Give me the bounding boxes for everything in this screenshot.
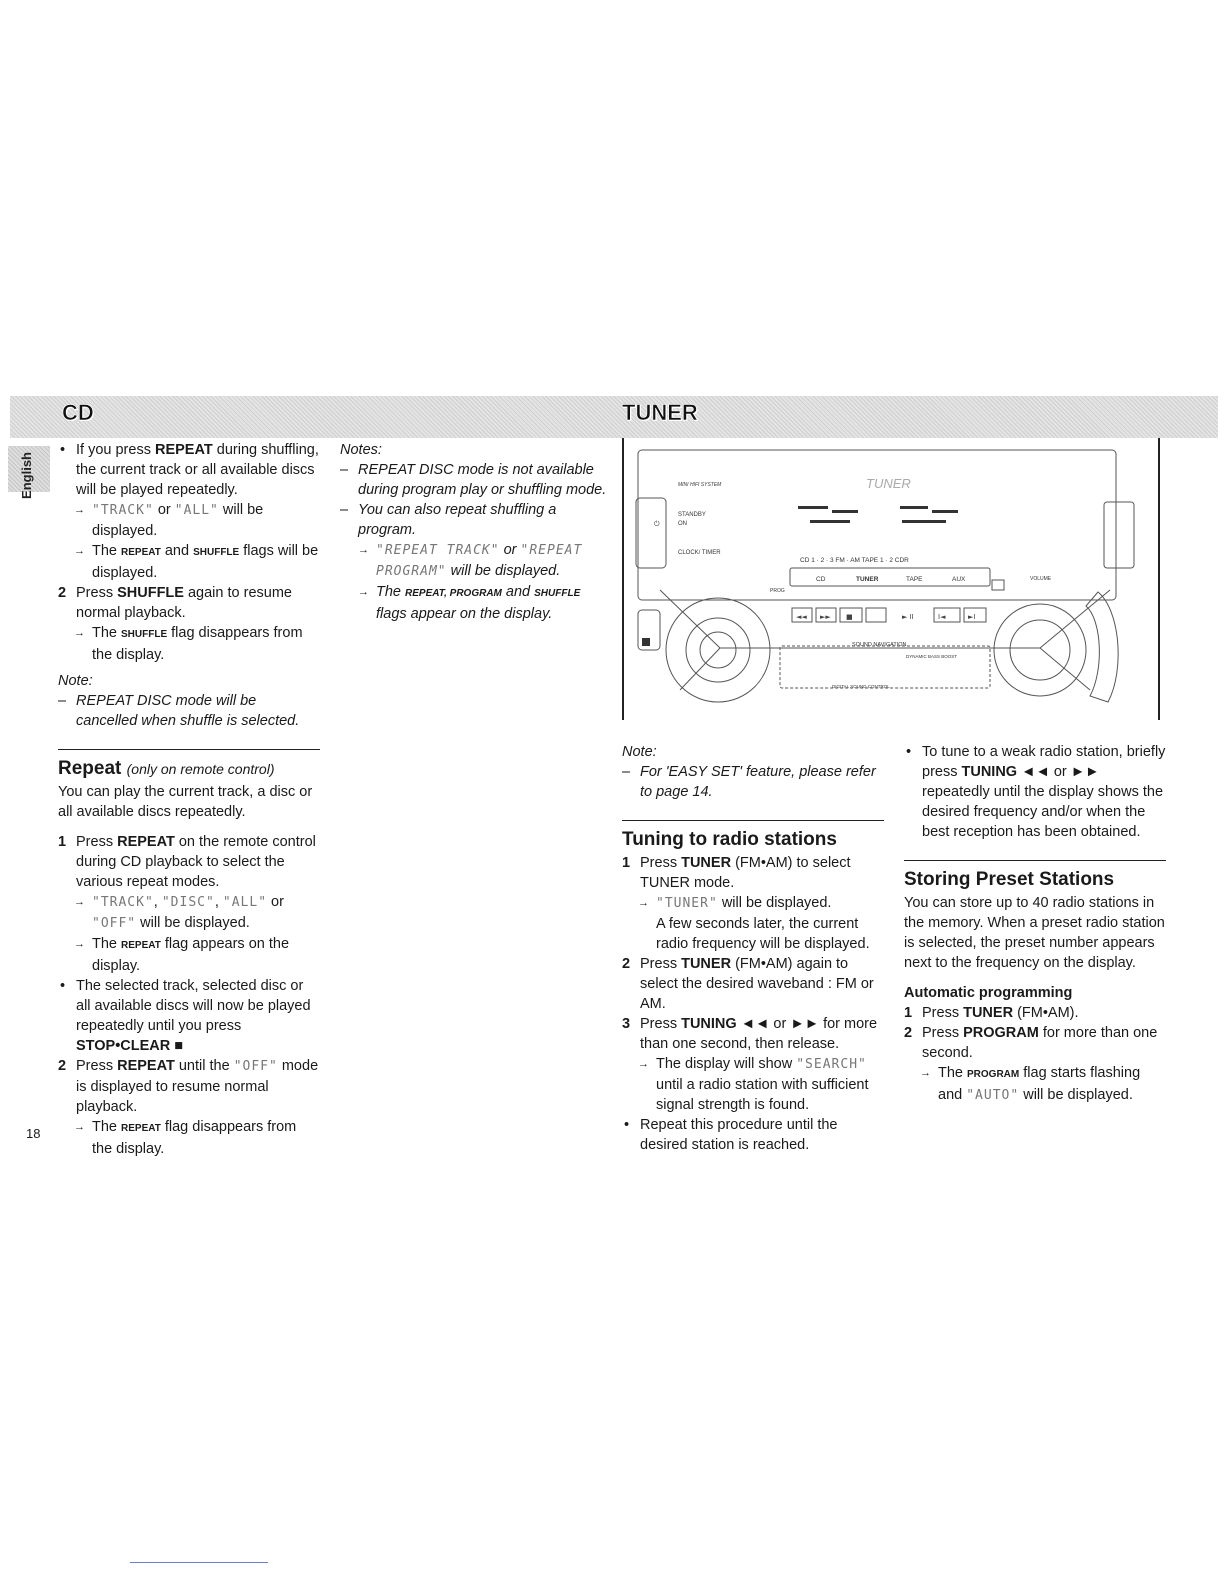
cd-section-title: CD — [62, 400, 94, 425]
repeat-procedure-bullet: • Repeat this procedure until the desired station is reached. — [622, 1115, 884, 1155]
step-3: 3 Press TUNING ◄◄ or ►► for more than one second, then release. — [622, 1016, 878, 1052]
result-detail: A few seconds later, the current radio frequency will be displayed. — [656, 916, 870, 952]
storing-presets-intro: You can store up to 40 radio stations in the memory. When a preset radio station is selected, the preset number appears next to the frequency on the display. — [904, 895, 1165, 971]
aux-source-button: AUX — [952, 576, 966, 583]
language-tab — [8, 446, 50, 499]
clock-timer-label: CLOCK/ TIMER — [678, 550, 721, 556]
next-icon: ►I — [968, 613, 976, 621]
notes-label: Notes: — [340, 442, 382, 458]
digital-sound-label: DIGITAL SOUND CONTROL — [832, 684, 890, 689]
section-header-band — [10, 396, 1218, 438]
language-label: English — [19, 452, 34, 499]
result-arrow: → The REPEAT and SHUFFLE flags will be displayed. — [58, 541, 320, 583]
repeat-bullet: • The selected track, selected disc or all available discs will now be played repeatedly until you press STOP•CLEAR ■ — [58, 976, 320, 1056]
result-arrow: → The REPEAT, PROGRAM and SHUFFLE flags appear on the display. — [340, 582, 608, 624]
source-row-label: CD 1 · 2 · 3 FM · AM TAPE 1 · 2 CDR — [800, 557, 909, 564]
dynamic-bass-label: DYNAMIC BASS BOOST — [906, 654, 958, 659]
result-arrow: → The REPEAT flag disappears from the display. — [58, 1117, 320, 1159]
tape-source-button: TAPE — [906, 576, 923, 583]
storing-presets-heading: Storing Preset Stations — [904, 869, 1115, 890]
step-1: 1 Press REPEAT on the remote control during CD playback to select the various repeat modes. — [58, 834, 316, 890]
step-2: 2 Press SHUFFLE again to resume normal playback. — [58, 585, 292, 621]
divider — [904, 860, 1166, 861]
divider — [622, 820, 884, 821]
tuning-heading: Tuning to radio stations — [622, 829, 837, 850]
note-label: Note: — [622, 744, 657, 760]
note-text: – REPEAT DISC mode will be cancelled when shuffle is selected. — [58, 691, 320, 731]
stop-icon: ■ — [846, 613, 853, 621]
brand-label: MINI HIFI SYSTEM — [678, 482, 722, 488]
result-arrow: → "TUNER" will be displayed. — [622, 893, 884, 914]
result-arrow: → The REPEAT flag appears on the display. — [58, 934, 320, 976]
cd-column-2 — [340, 440, 608, 624]
note-text: – For 'EASY SET' feature, please refer to page 14. — [622, 762, 884, 802]
forward-icon: ►► — [820, 613, 831, 621]
volume-label: VOLUME — [1030, 576, 1052, 582]
play-pause-icon: ► II — [902, 613, 914, 621]
tuner-column-2 — [904, 742, 1166, 1106]
note-label: Note: — [58, 673, 93, 689]
power-icon: ⏻ — [654, 520, 660, 528]
page-number: 18 — [26, 1126, 41, 1141]
cd-column-1 — [58, 440, 320, 1159]
weak-station-bullet: • To tune to a weak radio station, briefly press TUNING ◄◄ or ►► repeatedly until the display shows the desired frequency and/or when the best reception has been obtained. — [904, 742, 1166, 842]
automatic-programming-heading: Automatic programming — [904, 985, 1073, 1001]
on-label: ON — [678, 521, 687, 527]
note-item: – REPEAT DISC mode is not available during program play or shuffling mode. — [340, 460, 608, 500]
result-arrow: → The SHUFFLE flag disappears from the display. — [58, 623, 320, 665]
step-1: 1 Press TUNER (FM•AM) to select TUNER mode. — [622, 855, 851, 891]
repeat-intro: You can play the current track, a disc or all available discs repeatedly. — [58, 784, 313, 820]
note-item: – You can also repeat shuffling a program. — [340, 500, 608, 540]
tuner-column-1 — [622, 742, 884, 1155]
step-2: 2 Press REPEAT until the "OFF" mode is displayed to resume normal playback. — [58, 1058, 319, 1115]
shuffle-repeat-bullet: • If you press REPEAT during shuffling, the current track or all available discs will be played repeatedly. — [58, 440, 320, 500]
divider — [58, 749, 320, 750]
step-2: 2 Press PROGRAM for more than one second. — [904, 1025, 1158, 1061]
repeat-heading: Repeat (only on remote control) — [58, 758, 275, 779]
rewind-icon: ◄◄ — [796, 613, 807, 621]
tuner-section-title: TUNER — [622, 400, 698, 425]
step-1: 1 Press TUNER (FM•AM). — [904, 1005, 1079, 1021]
result-arrow: → "REPEAT TRACK" or "REPEAT PROGRAM" will be displayed. — [340, 540, 608, 582]
previous-icon: I◄ — [938, 613, 946, 621]
result-arrow: → The PROGRAM flag starts flashing and "AUTO" will be displayed. — [904, 1063, 1166, 1106]
standby-label: STANDBY — [678, 512, 706, 518]
hifi-front-panel-illustration — [620, 440, 1160, 722]
result-arrow: → "TRACK" or "ALL" will be displayed. — [58, 500, 320, 541]
display-readout: TUNER — [866, 476, 911, 491]
prog-label: PROG — [770, 588, 785, 594]
sound-navigation-label: SOUND NAVIGATION — [852, 642, 907, 648]
tuner-source-button: TUNER — [856, 576, 879, 583]
step-2: 2 Press TUNER (FM•AM) again to select the desired waveband : FM or AM. — [622, 956, 874, 1012]
cd-source-button: CD — [816, 576, 826, 583]
footer-rule — [130, 1562, 268, 1563]
result-arrow: → The display will show "SEARCH" until a radio station with sufficient signal strength is found. — [622, 1054, 884, 1115]
result-arrow: → "TRACK", "DISC", "ALL" or "OFF" will be displayed. — [58, 892, 320, 934]
